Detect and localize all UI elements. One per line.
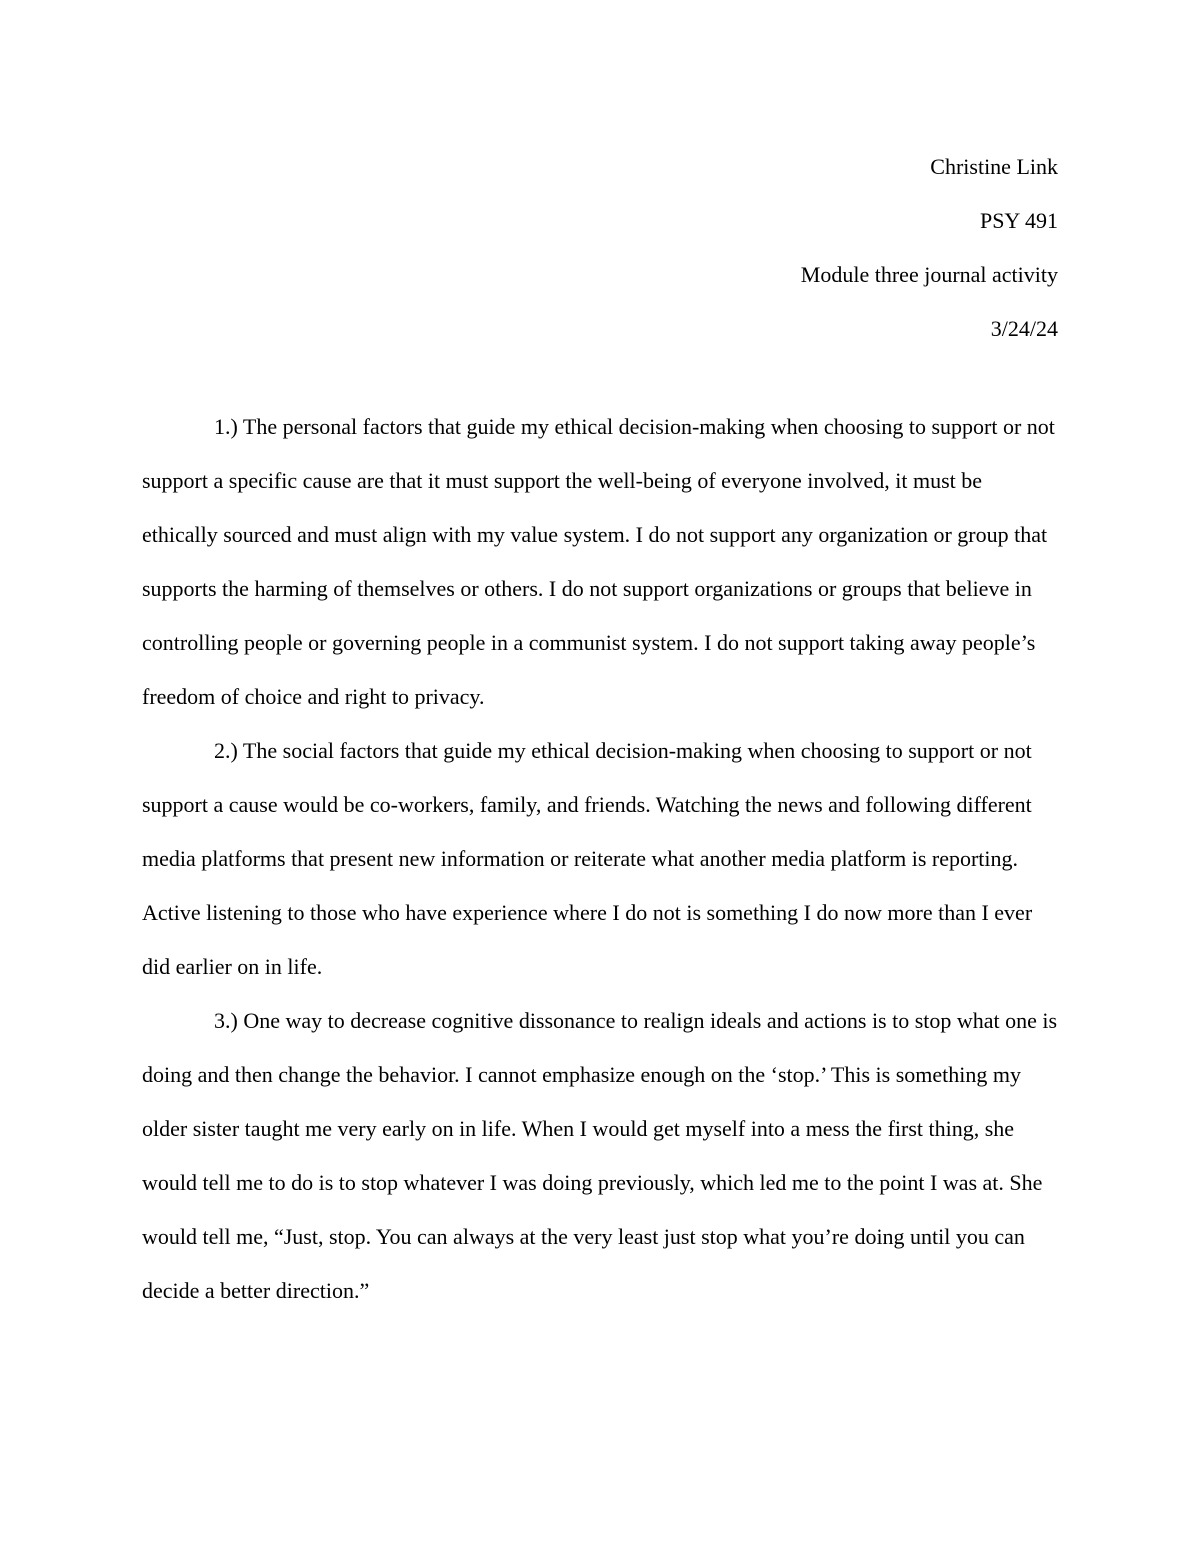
author-name: Christine Link	[930, 154, 1058, 179]
paragraph-cognitive-dissonance: 3.) One way to decrease cognitive dissonance to realign ideals and actions is to stop what one is doing and then change the behavior. I cannot emphasize enough on the ‘stop.’ This is something my older sister taught me very early on in life. When I would get myself into a mess the first thing, she would tell me to do is to stop whatever I was doing previously, which led me to the point I was at. She would tell me, “Just, stop. You can always at the very least just stop what you’re doing until you can decide a better direction.”	[142, 1008, 1058, 1303]
body-text	[142, 400, 1058, 1318]
document-date: 3/24/24	[990, 316, 1058, 341]
assignment-title: Module three journal activity	[800, 262, 1058, 287]
course-code: PSY 491	[979, 208, 1058, 233]
paragraph-social-factors: 2.) The social factors that guide my ethical decision-making when choosing to support or not support a cause would be co-workers, family, and friends. Watching the news and following different media platforms that present new information or reiterate what another media platform is reporting. Active listening to those who have experience where I do not is something I do now more than I ever did earlier on in life.	[142, 738, 1033, 979]
header-block	[801, 140, 1058, 356]
paragraph-personal-factors: 1.) The personal factors that guide my ethical decision-making when choosing to support or not support a specific cause are that it must support the well-being of everyone involved, it must be ethically sourced and must align with my value system. I do not support any organization or group that supports the harming of themselves or others. I do not support organizations or groups that believe in controlling people or governing people in a communist system. I do not support taking away people’s freedom of choice and right to privacy.	[142, 414, 1055, 709]
